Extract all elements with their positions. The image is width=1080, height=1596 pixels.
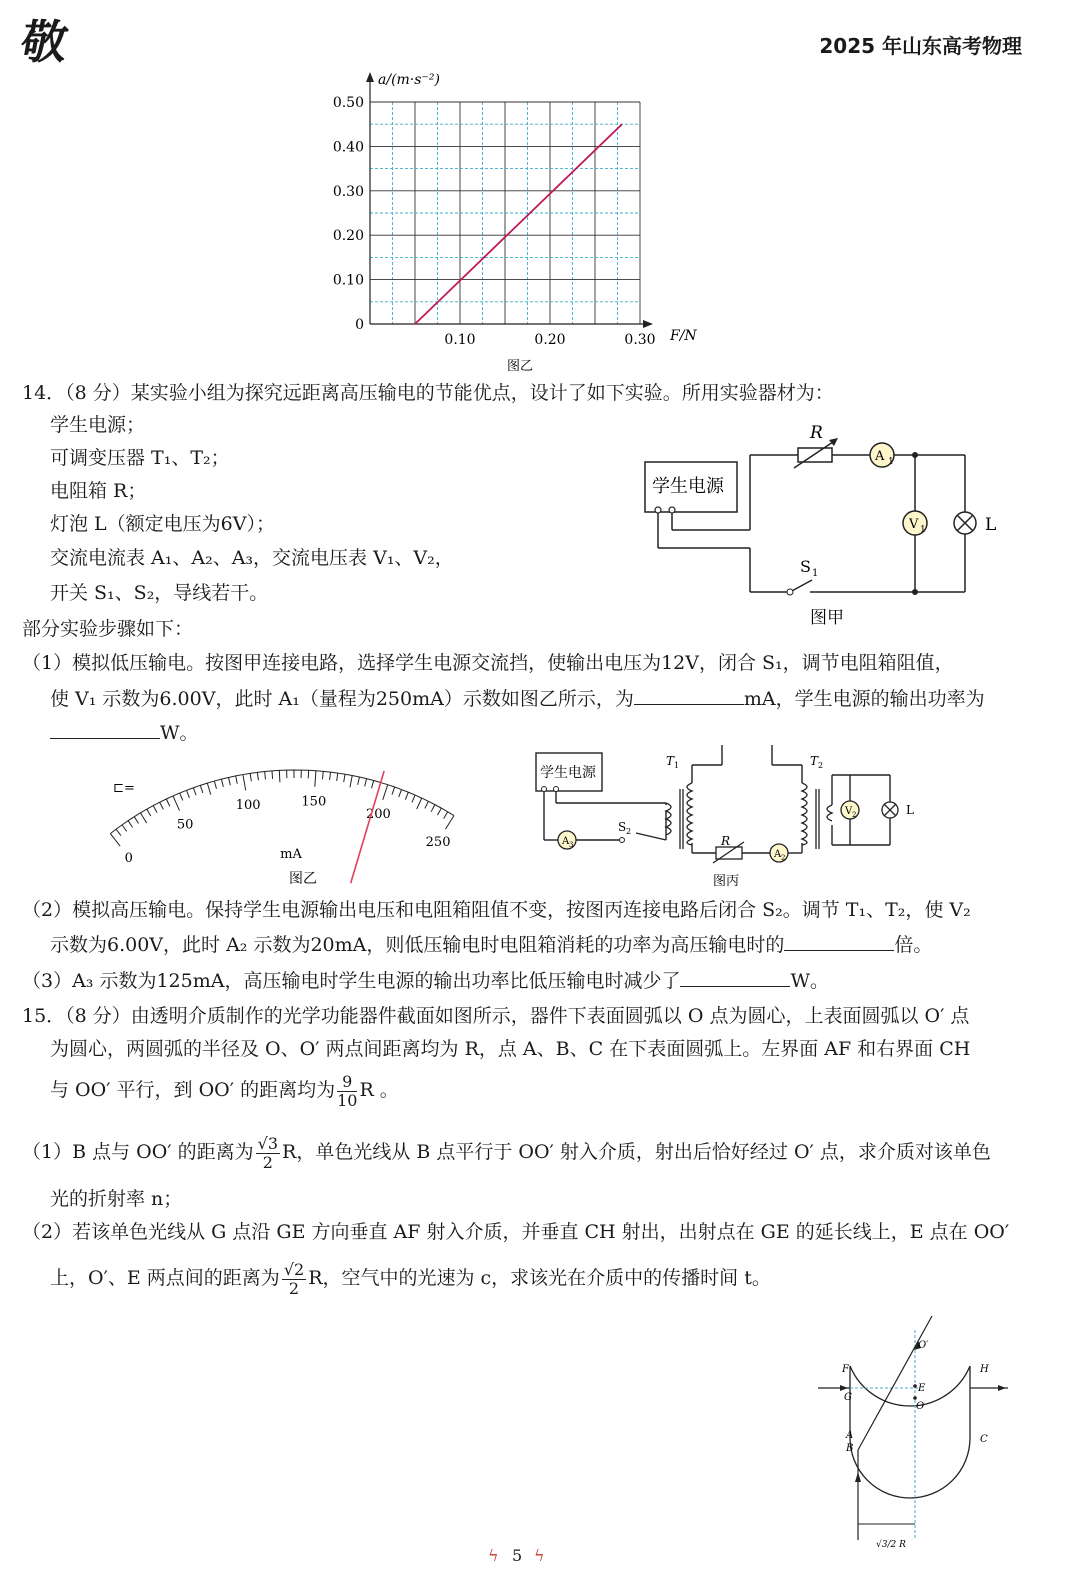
q14-part1-line2: 使 V₁ 示数为6.00V，此时 A₁（量程为250mA）示数如图乙所示，为 mA，学生电源的输出功率为 (50, 688, 985, 710)
q14-item-1: 学生电源； (50, 414, 146, 436)
y-tick-label: 0 (355, 317, 364, 333)
meter-tick (399, 790, 402, 797)
x-axis-label: F/N (670, 328, 697, 344)
y-tick-label: 0.40 (332, 139, 364, 156)
q14-item-3: 电阻箱 R； (50, 480, 147, 502)
meter-tick (315, 771, 316, 787)
label-f: F (842, 1364, 849, 1375)
meter-tick (272, 771, 273, 779)
meter-tick (412, 795, 415, 802)
q15-sub1: （1）B 点与 OO′ 的距离为 $\frac{√3}{2}$ R，单色光线从 B 点平行于 OO′ 射入介质，射出后恰好经过 O′ 点，求介质对该单色 (22, 1133, 991, 1172)
meter-tick (180, 793, 183, 800)
label-o-prime: O′ (918, 1340, 929, 1351)
label-h: H (980, 1364, 989, 1375)
answer-blank-4[interactable] (680, 968, 790, 987)
y-tick-label: 0.10 (332, 272, 364, 289)
y-tick-label: 0.20 (332, 228, 364, 245)
meter-tick (358, 777, 360, 785)
x-tick-label: 0.10 (444, 332, 476, 348)
meter-tick (405, 792, 408, 799)
t2-primary-coil (802, 783, 807, 845)
svg-text:2: 2 (852, 811, 857, 819)
meter-tick (187, 790, 190, 797)
fig-bing-s2: S (618, 820, 627, 834)
meter-tick (207, 783, 211, 794)
meter-zero-mark: ⊏= (113, 781, 135, 796)
circuit-bing (530, 745, 930, 895)
answer-blank-3[interactable] (784, 932, 894, 951)
fig-jia-v1: V (909, 517, 919, 532)
meter-tick (365, 779, 367, 787)
meter-tick-label: 100 (235, 798, 261, 814)
q14-steps-intro: 部分实验步骤如下： (22, 618, 194, 640)
q14-item-4: 灯泡 L（额定电压为6V）； (50, 513, 275, 535)
fraction-sqrt3-2: $\frac{√3}{2}$ (257, 1133, 279, 1172)
meter-tick (134, 817, 138, 824)
page-header-title: 2025 年山东高考物理 (819, 34, 1022, 58)
meter-tick (166, 799, 169, 806)
a-f-chart (320, 70, 720, 375)
fig-jia-s1: S (800, 557, 811, 576)
t1-secondary-coil (687, 783, 692, 845)
svg-text:1: 1 (812, 568, 819, 579)
x-tick-label: 0.30 (624, 332, 656, 348)
q15-sub1-cont: 光的折射率 n； (50, 1188, 183, 1210)
meter-tick-label: 250 (425, 835, 451, 851)
meter-tick (147, 809, 151, 816)
meter-unit: mA (280, 847, 302, 862)
q14-part2-line1: （2）模拟高压输电。保持学生电源输出电压和电阻箱阻值不变，按图丙连接电路后闭合 S₂。调节 T₁、T₂，使 V₂ (22, 899, 971, 921)
meter-tick (383, 785, 388, 800)
svg-text:1: 1 (674, 761, 680, 770)
meter-tick (344, 774, 345, 782)
meter-tick (116, 829, 121, 835)
label-dimension: √3/2 R (876, 1540, 906, 1550)
fig-bing-a3: A (562, 836, 570, 847)
fig-bing-l: L (906, 803, 914, 817)
q15-sub2: （2）若该单色光线从 G 点沿 GE 方向垂直 AF 射入介质，并垂直 CH 射出，出射点在 GE 的延长线上，E 点在 OO′ (22, 1221, 1010, 1243)
svg-text:2: 2 (626, 827, 632, 836)
q14-part2-line2: 示数为6.00V，此时 A₂ 示数为20mA，则低压输电时电阻箱消耗的功率为高压输电时的 倍。 (50, 934, 933, 956)
footer-deco-left: ϟ (488, 1546, 499, 1565)
fig-jia-l: L (985, 515, 997, 535)
fig-jia-r: R (810, 423, 823, 443)
meter-tick-label: 150 (301, 794, 327, 810)
svg-text:3: 3 (569, 841, 574, 849)
q14-item-5: 交流电流表 A₁、A₂、A₃，交流电压表 V₁、V₂， (50, 547, 454, 569)
meter-tick (200, 785, 203, 793)
label-o: O (916, 1401, 925, 1412)
milliammeter-dial (95, 740, 475, 890)
optics-figure (810, 1310, 1020, 1560)
t2-secondary-coil (827, 805, 832, 821)
meter-tick (431, 805, 435, 812)
q15-line1: 15．（8 分）由透明介质制作的光学功能器件截面如图所示，器件下表面圆弧以 O 点为圆心，上表面圆弧以 O′ 点 (22, 1005, 970, 1027)
q14-part3: （3）A₃ 示数为125mA，高压输电时学生电源的输出功率比低压输电时减少了 W。 (22, 970, 830, 992)
fig-bing-source: 学生电源 (540, 765, 596, 781)
fig-jia-caption: 图甲 (810, 608, 844, 628)
bing-rheostat (716, 847, 742, 859)
meter-tick (322, 771, 323, 779)
meter-tick-label: 200 (366, 807, 391, 823)
meter-tick (128, 821, 132, 828)
label-e: E (918, 1383, 926, 1394)
meter-tick (337, 773, 338, 781)
meter-tick (236, 776, 238, 784)
q15-line2: 为圆心，两圆弧的半径及 O、O′ 两点间距离均为 R，点 A、B、C 在下表面圆弧上。左界面 AF 和右界面 CH (50, 1038, 971, 1060)
meter-tick (243, 775, 246, 791)
footer-deco-right: ϟ (534, 1546, 545, 1565)
x-tick-label: 0.20 (534, 332, 566, 348)
fig-bing-r: R (721, 834, 731, 848)
meter-tick-label: 50 (176, 817, 194, 833)
answer-blank-2[interactable] (50, 720, 160, 739)
fig-jia-a1: A (875, 449, 885, 464)
meter-tick (110, 834, 120, 847)
fraction-sqrt2-2: $\frac{√2}{2}$ (283, 1259, 305, 1298)
y-tick-label: 0.50 (332, 95, 364, 111)
meter-tick (257, 772, 258, 780)
meter-tick (437, 808, 441, 815)
svg-text:2: 2 (818, 761, 824, 770)
page-number: 5 (512, 1546, 523, 1565)
meter-tick (193, 788, 196, 796)
chart-caption: 图乙 (506, 359, 534, 374)
series-line (415, 124, 622, 324)
svg-text:1: 1 (920, 525, 926, 535)
meter-arc (110, 770, 454, 834)
rheostat-r (798, 448, 832, 462)
upper-arc-surface (850, 1366, 970, 1406)
meter-tick (392, 787, 395, 795)
chart-series (415, 124, 622, 324)
meter-tick (330, 772, 331, 780)
fig-bing-a2: A (774, 849, 782, 860)
meter-tick (350, 776, 352, 788)
y-tick-label: 0.30 (332, 183, 364, 200)
label-b: B (846, 1443, 854, 1454)
fraction-9-10: $\frac{9}{10}$ (337, 1071, 358, 1110)
meter-tick (122, 825, 127, 832)
x-axis-arrow (643, 320, 653, 328)
q14-part1-line3: W。 (50, 720, 199, 745)
label-c: C (980, 1434, 988, 1445)
q14-intro: 14．（8 分）某实验小组为探究远距离高压输电的节能优点，设计了如下实验。所用实验器材为： (22, 382, 834, 404)
svg-text:2: 2 (781, 854, 786, 862)
fig-bing-t2: T (810, 754, 819, 768)
q14-part1-line1: （1）模拟低压输电。按图甲连接电路，选择学生电源交流挡，使输出电压为12V，闭合 S₁，调节电阻箱阻值， (22, 652, 954, 674)
meter-tick-label: 0 (124, 851, 133, 867)
q15-line3: 与 OO′ 平行，到 OO′ 的距离均为 $\frac{9}{10}$ R 。 (50, 1071, 399, 1110)
meter-tick (221, 779, 223, 787)
chart-ticks (333, 95, 656, 348)
q14-item-2: 可调变压器 T₁、T₂； (50, 447, 230, 469)
meter-tick (444, 812, 448, 819)
label-a: A (846, 1430, 854, 1441)
meter-tick (214, 781, 216, 789)
chart-grid (370, 102, 640, 324)
meter-tick (417, 798, 422, 809)
meter-caption: 图乙 (289, 871, 317, 887)
logo-mark: 敬 (16, 15, 73, 69)
meter-tick (140, 813, 146, 823)
y-axis-arrow (366, 72, 374, 82)
meter-tick (445, 816, 453, 830)
t1-primary-coil (666, 803, 671, 835)
svg-text:1: 1 (888, 457, 894, 467)
q15-sub2-cont: 上，O′、E 两点间的距离为 $\frac{√2}{2}$ R，空气中的光速为 c，求该光在介质中的传播时间 t。 (50, 1259, 771, 1298)
q14-item-6: 开关 S₁、S₂，导线若干。 (50, 582, 269, 604)
meter-tick (153, 806, 157, 813)
meter-tick (173, 796, 180, 811)
fig-jia-source: 学生电源 (652, 476, 724, 497)
fig-bing-v2: V (845, 806, 853, 817)
circuit-jia (630, 420, 1010, 635)
label-g: G (844, 1392, 852, 1403)
meter-tick (250, 773, 251, 781)
meter-tick (160, 802, 164, 809)
meter-tick (425, 801, 429, 808)
answer-blank-1[interactable] (634, 686, 744, 705)
fig-bing-t1: T (666, 754, 675, 768)
meter-tick (372, 780, 374, 788)
y-axis-label: a/(m·s⁻²) (378, 72, 440, 88)
fig-bing-caption: 图丙 (713, 874, 740, 889)
meter-tick (279, 770, 280, 782)
meter-tick (265, 772, 266, 780)
meter-tick (229, 777, 231, 785)
meter-needle (351, 771, 384, 883)
